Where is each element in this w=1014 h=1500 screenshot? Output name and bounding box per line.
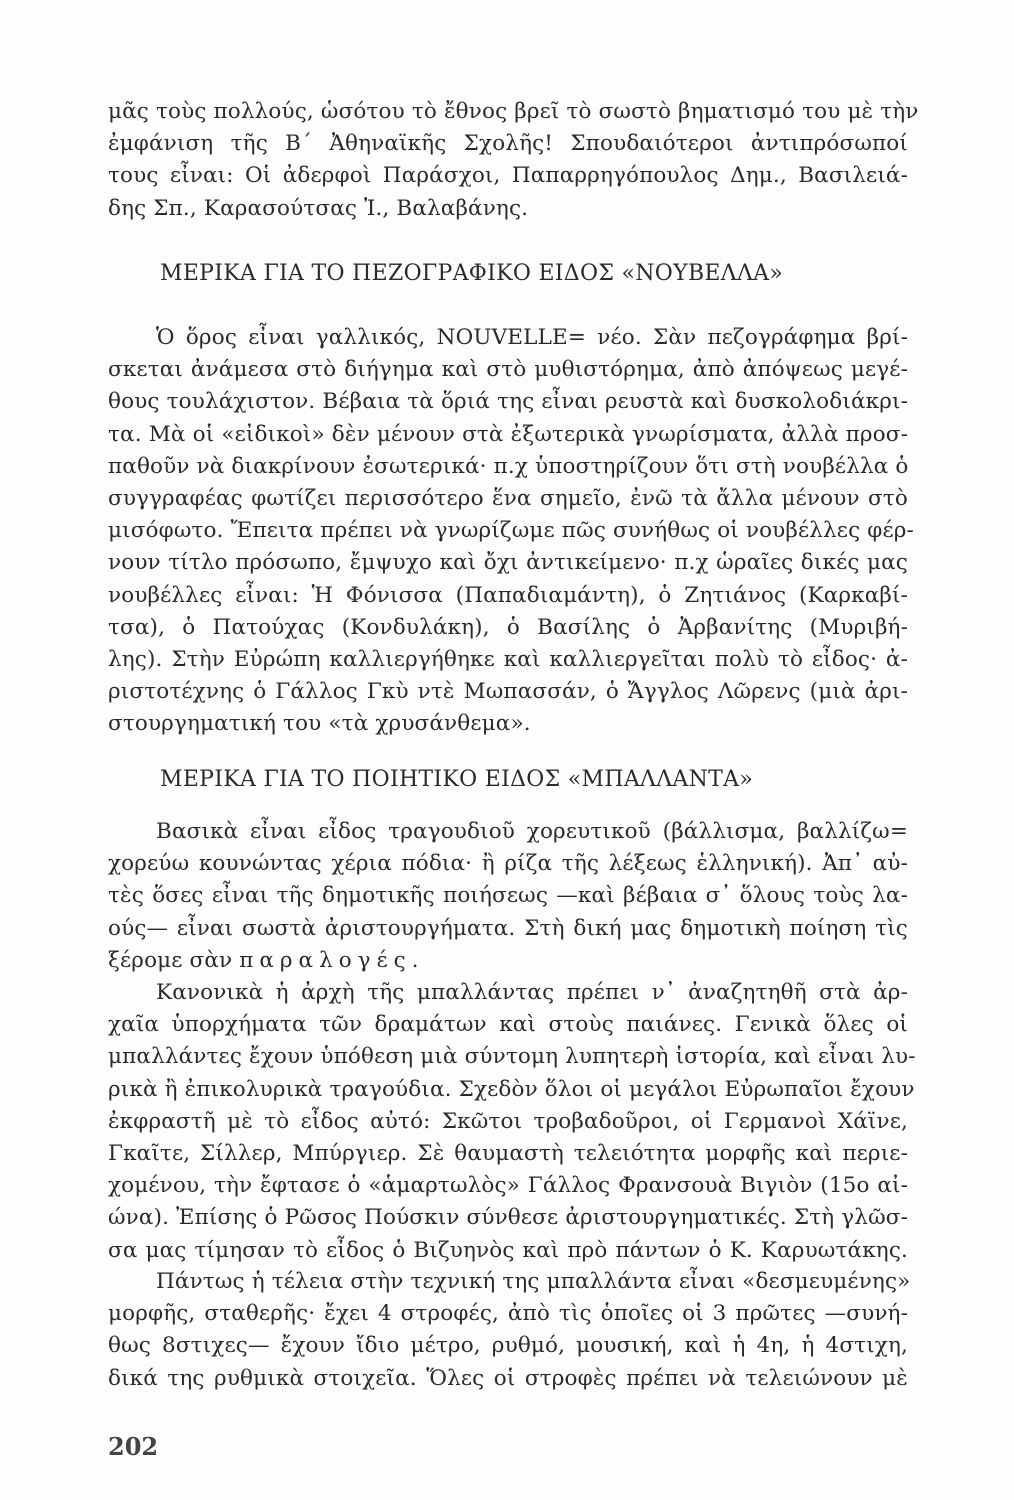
text-line: θως 8στιχες— ἔχουν ἴδιο μέτρο, ρυθμό, μουσική, καὶ ἡ 4η, ἡ 4στιχη, bbox=[108, 1333, 908, 1359]
text-line: Πάντως ἡ τέλεια στὴν τεχνική της μπαλλάντα εἶναι «δεσμευμένης» bbox=[156, 1269, 911, 1294]
ballad-paragraph-1 bbox=[108, 816, 908, 977]
text-line: σκεται ἀνάμεσα στὸ διήγημα καὶ στὸ μυθιστόρημα, ἀπὸ ἀπόψεως μεγέ- bbox=[108, 357, 908, 383]
text-line: συγγραφέας φωτίζει περισσότερο ἕνα σημεῖο, ἐνῶ τὰ ἄλλα μένουν στὸ bbox=[108, 485, 908, 511]
text-line: τους εἶναι: Οἱ ἀδερφοὶ Παράσχοι, Παπαρρηγόπουλος Δημ., Βασιλειά- bbox=[108, 163, 908, 189]
text-line: Γκαῖτε, Σίλλερ, Μπύργιερ. Σὲ θαυμαστὴ τελειότητα μορφῆς καὶ περιε- bbox=[108, 1140, 908, 1166]
text-line: μορφῆς, σταθερῆς· ἔχει 4 στροφές, ἀπὸ τὶς ὁποῖες οἱ 3 πρῶτες —συνή- bbox=[108, 1301, 908, 1327]
text-line: στουργηματική του «τὰ χρυσάνθεμα». bbox=[108, 711, 531, 737]
text-line: ριστοτέχνης ὁ Γάλλος Γκὺ ντὲ Μωπασσάν, ὁ Ἄγγλος Λῶρενς (μιὰ ἀρι- bbox=[108, 679, 908, 705]
text-line: ρικὰ ἢ ἐπικολυρικὰ τραγούδια. Σχεδὸν ὅλοι οἱ μεγάλοι Εὐρωπαῖοι ἔχουν bbox=[108, 1076, 915, 1102]
page-number: 202 bbox=[108, 1432, 159, 1461]
text-line: δης Σπ., Καρασούτσας Ἰ., Βαλαβάνης. bbox=[108, 195, 529, 221]
ballad-paragraph-3 bbox=[108, 1266, 911, 1395]
text-fragment: ξέρομε σὰν bbox=[108, 947, 240, 973]
text-line: ἐκφραστῆ μὲ τὸ εἶδος αὐτό: Σκῶτοι τροβαδοῦροι, οἱ Γερμανοὶ Χάϊνε, bbox=[108, 1108, 908, 1134]
text-line: ώνα). Ἐπίσης ὁ Ρῶσος Πούσκιν σύνθεσε ἀριστουργηματικές. Στὴ γλῶσ- bbox=[108, 1205, 908, 1231]
text-line: Ὁ ὅρος εἶναι γαλλικός, NOUVELLE= νέο. Σὰν πεζογράφημα βρί- bbox=[156, 325, 908, 350]
text-line: τα. Μὰ οἱ «εἰδικοὶ» δὲν μένουν στὰ ἐξωτερικὰ γνωρίσματα, ἀλλὰ προσ- bbox=[108, 421, 908, 447]
text-line: ἐμφάνιση τῆς Β΄ Ἀθηναϊκῆς Σχολῆς! Σπουδαιότεροι ἀντιπρόσωποί bbox=[108, 131, 908, 157]
text-line: μᾶς τοὺς πολλούς, ὡσότου τὸ ἔθνος βρεῖ τὸ σωστὸ βηματισμό του μὲ τὴν bbox=[108, 99, 919, 124]
emphasized-word: παραλογές. bbox=[239, 947, 425, 973]
text-line: τὲς ὅσες εἶναι τῆς δημοτικῆς ποιήσεως —καὶ βέβαια σ᾽ ὅλους τοὺς λα- bbox=[108, 883, 908, 909]
text-line: λης). Στὴν Εὐρώπη καλλιεργήθηκε καὶ καλλιεργεῖται πολὺ τὸ εἶδος· ἀ- bbox=[108, 646, 908, 672]
text-line: θους τουλάχιστον. Βέβαια τὰ ὅριά της εἶναι ρευστὰ καὶ δυσκολοδιάκρι- bbox=[108, 389, 908, 415]
text-line bbox=[108, 945, 908, 977]
novella-paragraph bbox=[108, 322, 914, 740]
text-line: Κανονικὰ ἡ ἀρχὴ τῆς μπαλλάντας πρέπει ν᾽ ἀναζητηθῆ στὰ ἀρ- bbox=[156, 980, 908, 1005]
section-heading-novella: ΜΕΡΙΚΑ ΓΙΑ ΤΟ ΠΕΖΟΓΡΑΦΙΚΟ ΕΙΔΟΣ «ΝΟΥΒΕΛΛΑ» bbox=[160, 261, 784, 286]
text-line: Βασικὰ εἶναι εἶδος τραγουδιοῦ χορευτικοῦ (βάλλισμα, βαλλίζω= bbox=[156, 819, 908, 844]
text-line: νουν τίτλο πρόσωπο, ἔμψυχο καὶ ὄχι ἀντικείμενο· π.χ ὡραῖες δικές μας bbox=[108, 550, 908, 576]
ballad-paragraph-2 bbox=[108, 977, 916, 1267]
text-line: ούς— εἶναι σωστὰ ἀριστουργήματα. Στὴ δική μας δημοτικὴ ποίηση τὶς bbox=[108, 915, 908, 941]
text-line: παθοῦν νὰ διακρίνουν ἐσωτερικά· π.χ ὑποστηρίζουν ὅτι στὴ νουβέλλα ὁ bbox=[108, 453, 909, 479]
text-line: χορεύω κουνώντας χέρια πόδια· ἢ ρίζα τῆς λέξεως ἑλληνική). Ἀπ᾽ αὐ- bbox=[108, 851, 908, 877]
text-line: μισόφωτο. Ἔπειτα πρέπει νὰ γνωρίζωμε πῶς συνήθως οἱ νουβέλλες φέρ- bbox=[108, 518, 914, 544]
text-line: χομένου, τὴν ἔφτασε ὁ «ἁμαρτωλὸς» Γάλλος Φρανσουὰ Βιγιὸν (15ο αἰ- bbox=[108, 1173, 908, 1199]
text-line: χαῖα ὑπορχήματα τῶν δραμάτων καὶ στοὺς παιάνες. Γενικὰ ὅλες οἱ bbox=[108, 1012, 908, 1038]
text-line: μπαλλάντες ἔχουν ὑπόθεση μιὰ σύντομη λυπητερὴ ἱστορία, καὶ εἶναι λυ- bbox=[108, 1044, 916, 1070]
text-line: νουβέλλες εἶναι: Ἡ Φόνισσα (Παπαδιαμάντη), ὁ Ζητιάνος (Καρκαβί- bbox=[108, 582, 908, 608]
text-line: δικά της ρυθμικὰ στοιχεῖα. Ὅλες οἱ στροφὲς πρέπει νὰ τελειώνουν μὲ bbox=[108, 1365, 908, 1391]
intro-paragraph bbox=[108, 96, 919, 225]
section-heading-ballad: ΜΕΡΙΚΑ ΓΙΑ ΤΟ ΠΟΙΗΤΙΚΟ ΕΙΔΟΣ «ΜΠΑΛΛΑΝΤΑ» bbox=[160, 767, 754, 792]
text-line: σα μας τίμησαν τὸ εἶδος ὁ Βιζυηνὸς καὶ πρὸ πάντων ὁ Κ. Καρυωτάκης. bbox=[108, 1237, 908, 1263]
text-line: τσα), ὁ Πατούχας (Κονδυλάκη), ὁ Βασίλης ὁ Ἀρβανίτης (Μυριβή- bbox=[108, 614, 908, 640]
